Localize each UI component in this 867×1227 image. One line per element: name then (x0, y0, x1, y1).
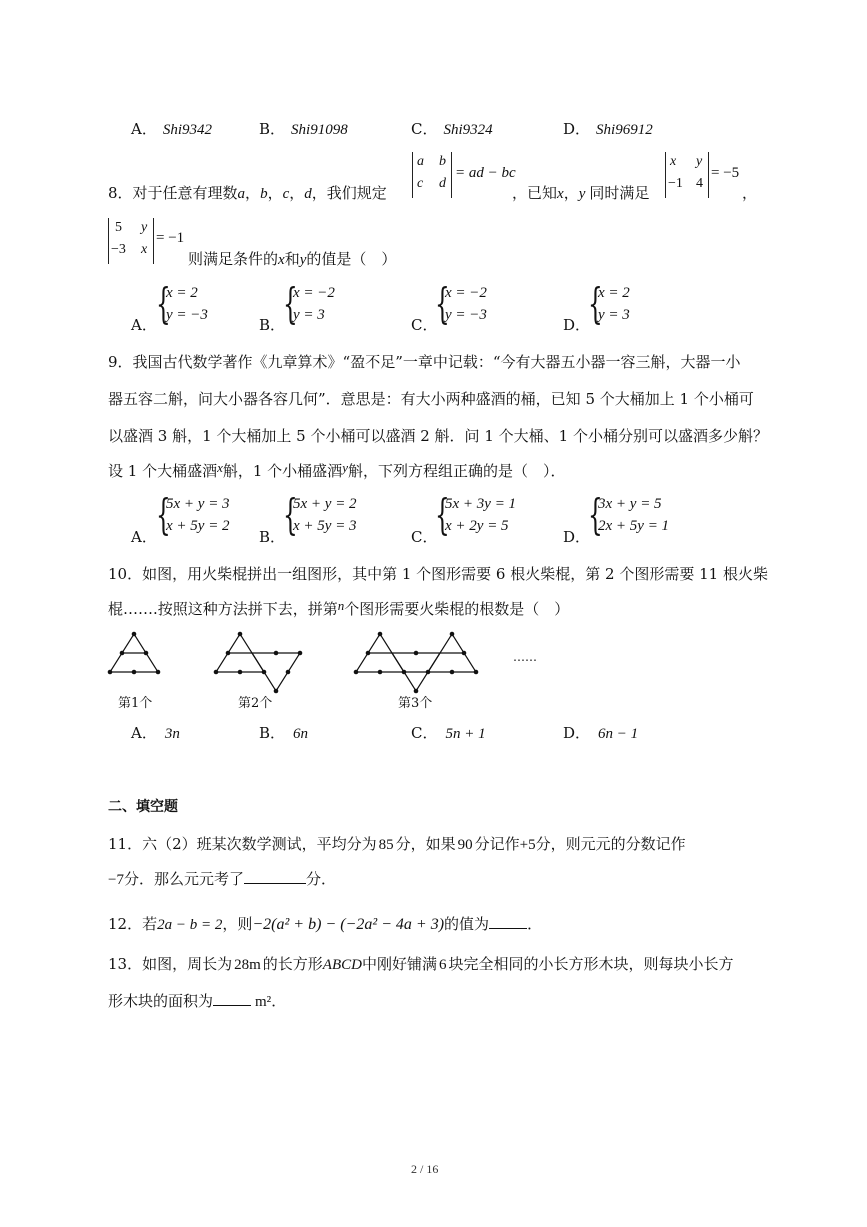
det1-tl: x (670, 154, 677, 169)
var-c: c (282, 186, 290, 202)
q12-condition: 2a − b = 2 (157, 917, 223, 933)
figure-1 (108, 632, 161, 675)
q8-lead: 8．对于任意有理数 (108, 184, 238, 202)
fig-label-3: 第3个 (398, 696, 433, 711)
option-expr: 6n − 1 (598, 726, 639, 742)
q9-option-c-letter: C． (411, 528, 438, 546)
var-d: d (304, 186, 312, 202)
q11-line1 (108, 833, 686, 854)
q9-line4-part2: 斛，1 个小桶盛酒 (222, 462, 343, 480)
q9-line3: 以盛酒 3 斛，1 个大桶加上 5 个小桶可以盛酒 2 斛．问 1 个大桶、1 个小桶分别可以盛酒多少斛？ (108, 427, 768, 445)
q9-line4 (108, 460, 565, 481)
det2-br: x (141, 242, 148, 257)
q12-mid: ，则 (222, 915, 253, 933)
comma: ， (289, 184, 305, 202)
q13-line1 (108, 953, 733, 974)
q7-option-a (131, 118, 212, 139)
option-letter: C． (411, 724, 438, 742)
option-expr: 3n (164, 726, 180, 742)
brace: { (588, 490, 603, 539)
q8-option-c-system (435, 279, 515, 331)
q7-option-d (563, 118, 653, 139)
condition-determinant-2 (108, 218, 154, 264)
q10-line2-part1: 棍…….按照这种方法拼下去，拼第 (108, 600, 338, 618)
q10-option-b (259, 722, 308, 743)
var-x: x (217, 460, 223, 475)
q11-part4: 分，则元元的分数记作 (535, 835, 686, 853)
q12-tail: 的值为 (444, 915, 490, 933)
q11-part3: 分记作 (474, 835, 520, 853)
q8-question (188, 248, 396, 269)
q8-option-d-system (588, 279, 668, 331)
det1-tr: y (696, 154, 703, 169)
eq1: x = −2 (445, 285, 487, 301)
option-letter: A． (131, 724, 157, 742)
value-85: 85 (378, 837, 394, 853)
eq1: 5x + y = 2 (293, 496, 357, 512)
option-letter: D． (563, 120, 591, 138)
and-text: 和 (284, 250, 300, 268)
q13-part3: 中刚好铺满 (361, 955, 437, 973)
condition-determinant-1 (665, 152, 709, 198)
var-y: y (299, 252, 307, 268)
figure-3 (354, 632, 479, 694)
det1-bl: −1 (668, 176, 683, 191)
brace: { (156, 279, 171, 328)
q8-option-a-letter: A． (131, 316, 157, 334)
option-expr: 5n + 1 (445, 726, 486, 742)
brace: { (588, 279, 603, 328)
option-letter: D． (563, 724, 591, 742)
answer-blank[interactable] (489, 914, 527, 929)
q8-known (512, 182, 649, 203)
eq2: y = 3 (598, 307, 630, 323)
eq1: x = 2 (166, 285, 198, 301)
comma: ， (563, 184, 579, 202)
q13-part1: 13．如图，周长为 (108, 955, 233, 973)
option-expr: Shi9342 (162, 122, 213, 138)
value-plus5: +5 (519, 837, 536, 853)
eq1: 5x + 3y = 1 (445, 496, 517, 512)
q12-end: ． (527, 915, 543, 933)
value-minus7: −7 (108, 872, 124, 888)
option-letter: B． (259, 120, 286, 138)
unit-m2: m² (255, 994, 272, 1010)
det-c: c (417, 176, 424, 191)
eq2: y = −3 (445, 307, 487, 323)
q13-end: ． (271, 992, 287, 1010)
q9-option-c-system (435, 490, 535, 542)
q13-line2 (108, 990, 286, 1011)
q9-option-b-letter: B． (259, 528, 286, 546)
six-value: 6 (438, 957, 447, 973)
eq1: 5x + y = 3 (166, 496, 230, 512)
q12-line (108, 913, 542, 934)
q10-line2-part2: 个图形需要火柴棍的根数是（ ） (344, 600, 570, 618)
q10-line2 (108, 598, 569, 619)
var-a: a (237, 186, 246, 202)
q9-option-a-system (156, 490, 246, 542)
rectangle-name: ABCD (322, 957, 362, 973)
eq2: x + 2y = 5 (445, 518, 509, 534)
q8-option-b-system (283, 279, 363, 331)
eq2: x + 5y = 2 (166, 518, 230, 534)
option-expr: Shi9324 (443, 122, 493, 138)
value-text: 的值是（ ） (306, 250, 397, 268)
q11-part6: 分． (305, 870, 336, 888)
q13-part5: 形木块的面积为 (108, 992, 214, 1010)
q11-line2 (108, 868, 336, 889)
eq2: y = −3 (166, 307, 208, 323)
known-text: ，已知 (512, 184, 558, 202)
figure-3-joints (354, 632, 479, 694)
q9-option-d-letter: D． (563, 528, 591, 546)
var-x: x (557, 186, 564, 202)
q9-line4-part1: 设 1 个大桶盛酒 (108, 462, 218, 480)
var-n: n (337, 598, 345, 613)
both-text: 同时满足 (589, 184, 650, 202)
fig-label-2: 第2个 (238, 696, 273, 711)
q11-part1: 11．六（2）班某次数学测试，平均分为 (108, 835, 377, 853)
q8-option-a-system (156, 279, 236, 331)
brace: { (283, 490, 298, 539)
var-x: x (278, 252, 285, 268)
q7-option-c (411, 118, 493, 139)
comma: ， (267, 184, 283, 202)
definition-rhs: = ad − bc (455, 165, 516, 181)
q9-option-b-system (283, 490, 373, 542)
var-b: b (260, 186, 268, 202)
det2-tl: 5 (115, 220, 122, 235)
section-title: 二、填空题 (108, 799, 178, 815)
matchstick-figures (100, 628, 550, 696)
det-a: a (417, 154, 424, 169)
q9-option-a-letter: A． (131, 528, 157, 546)
q9-line1: 9．我国古代数学著作《九章算术》“盈不足”一章中记载：“今有大器五小器一容三斛，大器一小 (108, 353, 741, 371)
option-letter: B． (259, 724, 286, 742)
option-letter: A． (131, 120, 157, 138)
det-d: d (439, 176, 446, 191)
det2-rhs: = −1 (156, 230, 185, 246)
q10-option-a (131, 722, 180, 743)
option-letter: C． (411, 120, 438, 138)
eq2: x + 5y = 3 (293, 518, 357, 534)
q7-option-b (259, 118, 348, 139)
figure-2 (214, 632, 303, 694)
brace: { (435, 279, 450, 328)
q13-part2: 的长方形 (262, 955, 323, 973)
eq1: x = 2 (598, 285, 630, 301)
det1-br: 4 (696, 176, 703, 191)
option-expr: Shi91098 (291, 122, 348, 138)
comma: ， (245, 184, 261, 202)
q13-part4: 块完全相同的小长方形木块，则每块小长方 (448, 955, 734, 973)
eq2: y = 3 (293, 307, 325, 323)
eq1: x = −2 (293, 285, 335, 301)
q9-line4-part3: 斛，下列方程组正确的是（ ）． (347, 462, 566, 480)
q9-option-d-system (588, 490, 688, 542)
q12-lead: 12．若 (108, 915, 158, 933)
then-text: 则满足条件的 (188, 250, 279, 268)
var-y: y (578, 186, 586, 202)
det1-tail: ， (742, 184, 758, 202)
answer-blank[interactable] (244, 869, 306, 884)
det2-bl: −3 (111, 242, 126, 257)
q12-expression: −2(a² + b) − (−2a² − 4a + 3) (252, 916, 445, 933)
q11-part5: 分．那么元元考了 (123, 870, 244, 888)
q8-rule-text: ，我们规定 (311, 184, 387, 202)
det-b: b (439, 154, 446, 169)
brace: { (283, 279, 298, 328)
fig-label-1: 第1个 (118, 696, 153, 711)
q10-option-d (563, 722, 638, 743)
det2-tr: y (141, 220, 148, 235)
q8-line1 (108, 182, 387, 203)
q9-line2: 器五容二斛，问大小器各容几何”．意思是：有大小两种盛酒的桶，已知 5 个大桶加上 1 个小桶可 (108, 390, 754, 408)
eq2: 2x + 5y = 1 (598, 518, 670, 534)
page-number: 2 / 16 (411, 1162, 439, 1176)
option-expr: Shi96912 (596, 122, 653, 138)
q10-option-c (411, 722, 486, 743)
ellipsis: …… (513, 650, 537, 664)
definition-determinant (412, 152, 452, 198)
perimeter-value: 28m (234, 957, 261, 973)
brace: { (435, 490, 450, 539)
eq1: 3x + y = 5 (598, 496, 662, 512)
q11-part2: 分，如果 (395, 835, 456, 853)
var-y: y (342, 460, 348, 475)
option-expr: 6n (293, 726, 309, 742)
q8-option-b-letter: B． (259, 316, 286, 334)
brace: { (156, 490, 171, 539)
det1-rhs: = −5 (711, 165, 740, 181)
value-90: 90 (457, 837, 473, 853)
q8-option-d-letter: D． (563, 316, 591, 334)
q8-option-c-letter: C． (411, 316, 438, 334)
answer-blank[interactable] (213, 991, 251, 1006)
q10-line1: 10．如图，用火柴棍拼出一组图形，其中第 1 个图形需要 6 根火柴棍，第 2 个图形需要 11 根火柴 (108, 565, 768, 583)
